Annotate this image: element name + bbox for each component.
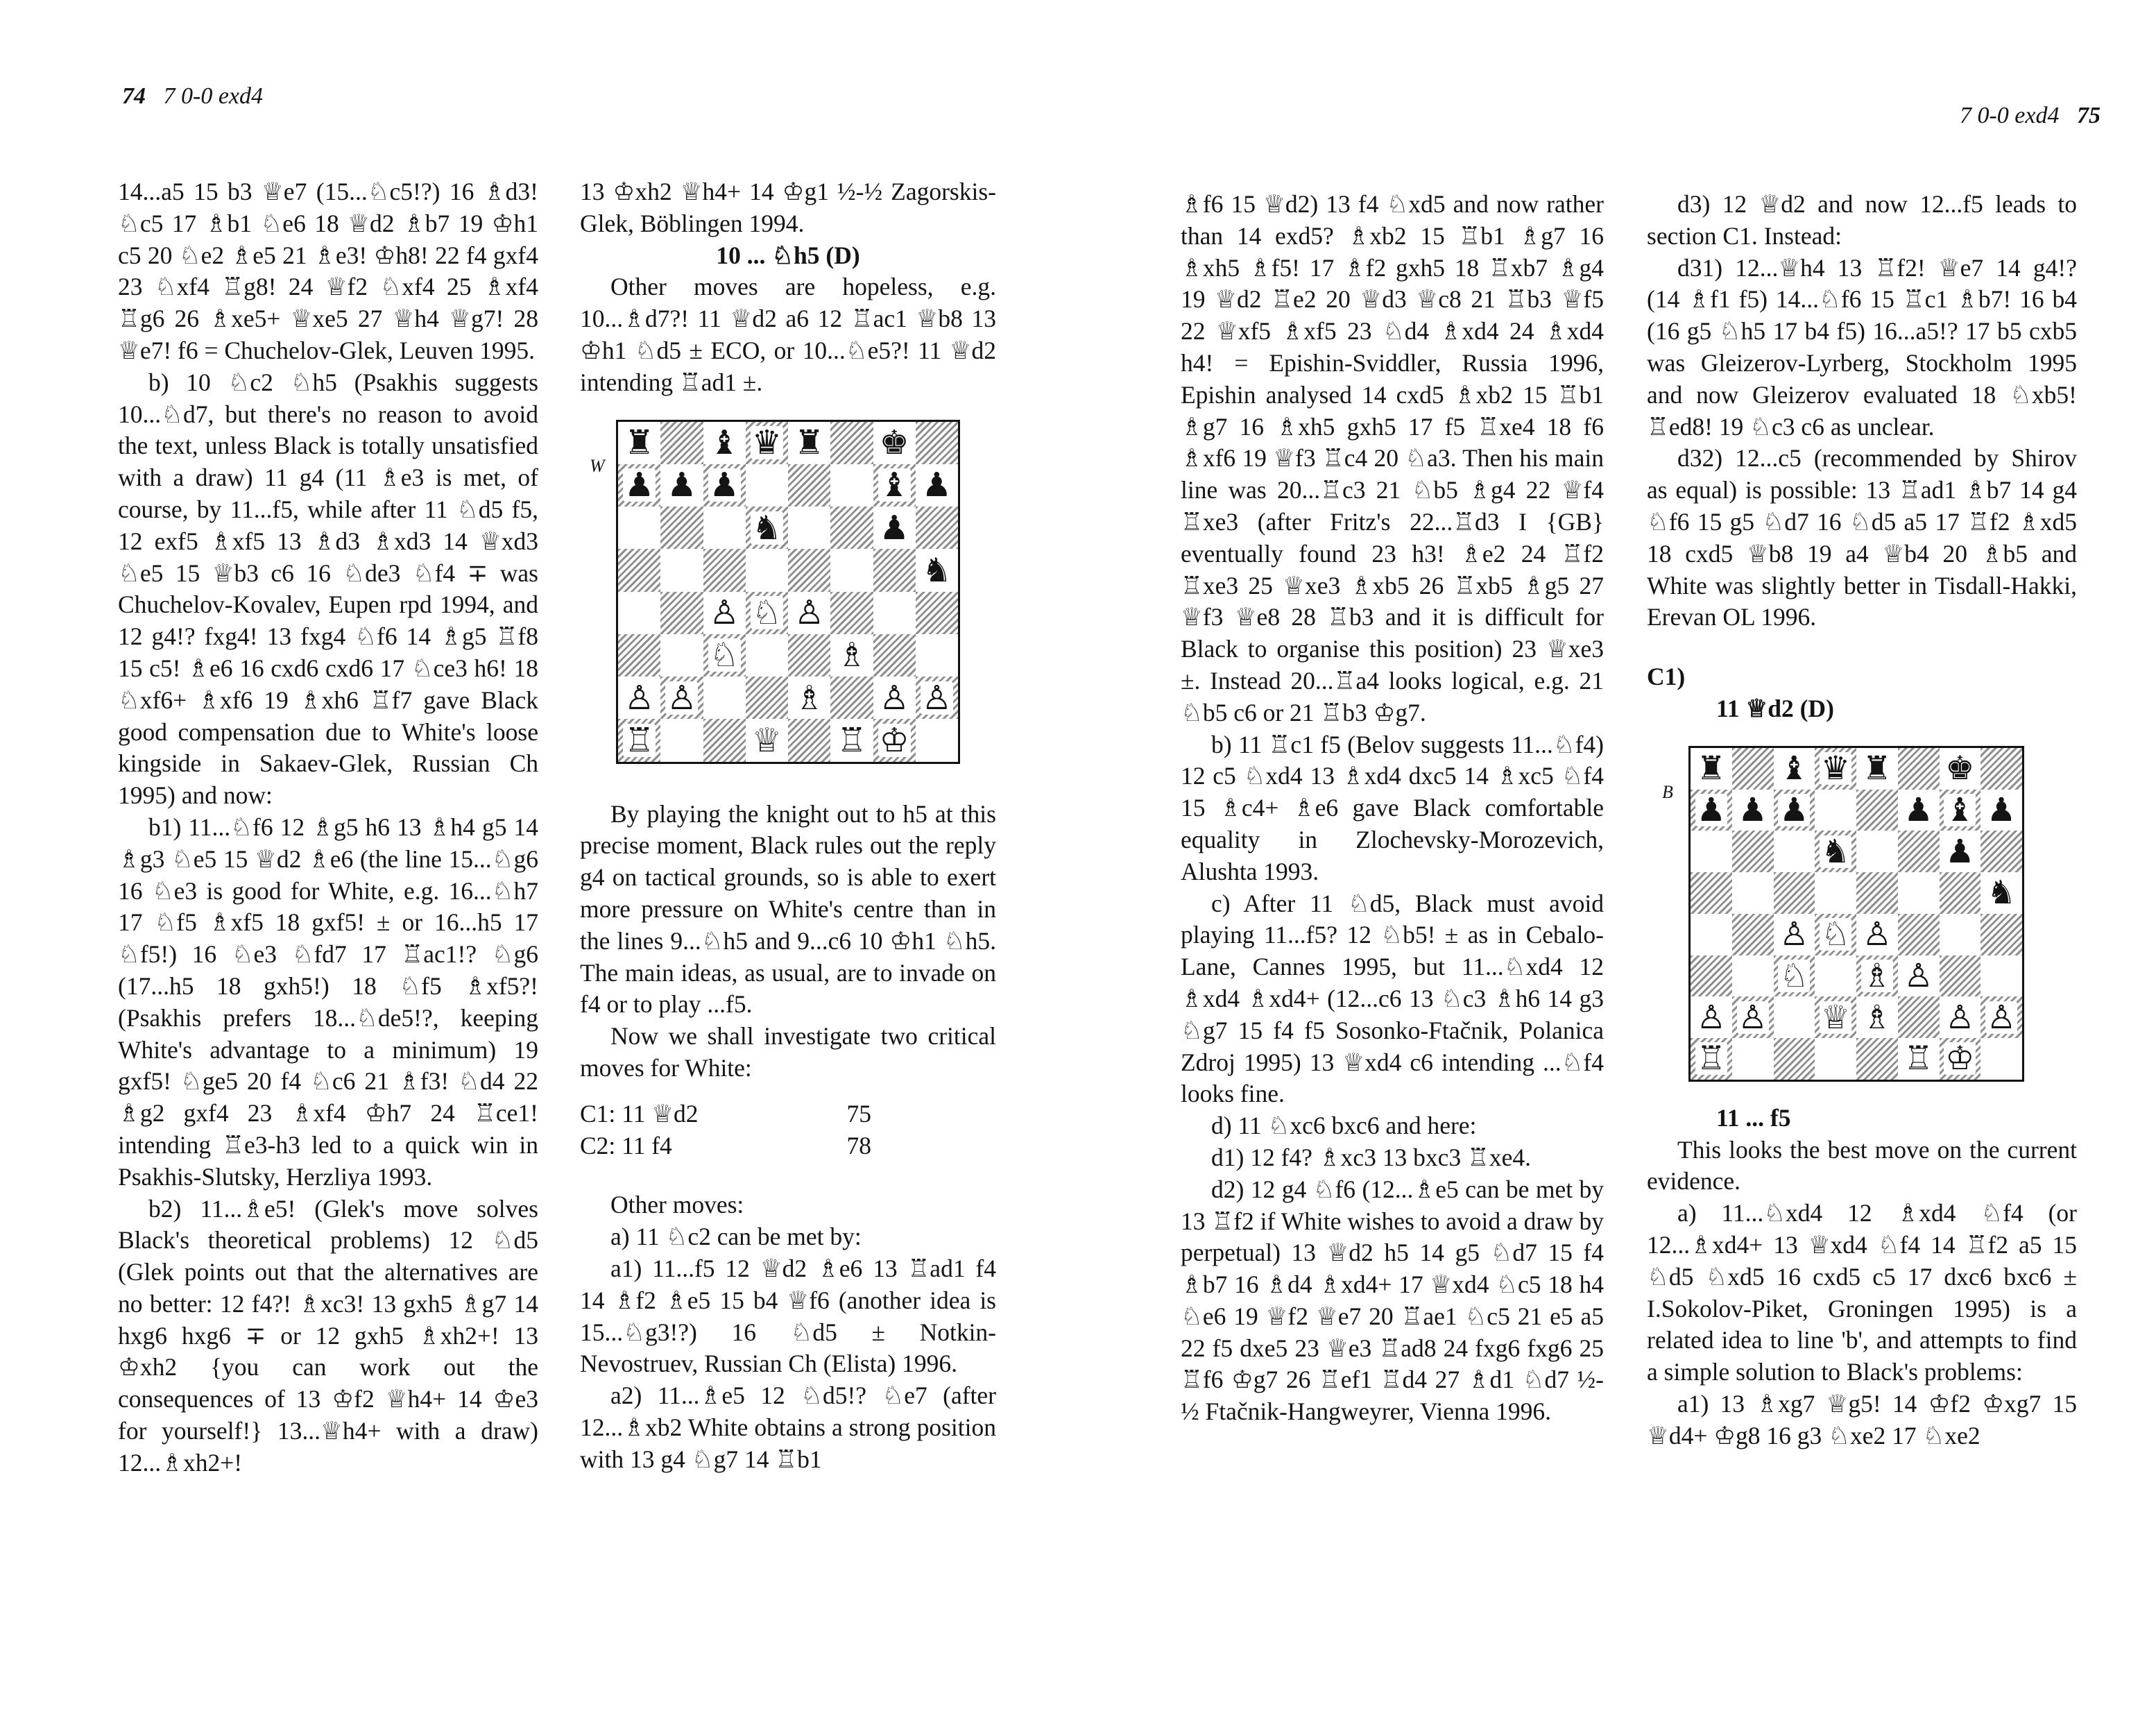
paragraph: b1) 11...♘f6 12 ♗g5 h6 13 ♗h4 g5 14 ♗g3 ♘e5 15 ♕d2 ♗e6 (the line 15...♘g6 16 ♘e3 is good for White, e.g. 16...♘h7 17 ♘f5 ♗xf5 18 gxf5! ± or 16...h5 17 ♘f5!) 16 ♘e3 ♘fd7 17 ♖ac1!? ♘g6 (17...h5 18 gxh5!) 18 ♘f5 ♗xf5?! (Psakhis prefers 18...♘de5!?, keeping White's advantage to a minimum) 19 gxf5! ♘ge5 20 f4 ♘c6 21 ♗f3! ♘d4 22 ♗g2 gxf4 23 ♗xf4 ♔h7 24 ♖ce1! intending ♖e3-h3 led to a quick win in Psakhis-Slutsky, Herzliya 1993.: [118, 813, 538, 1191]
column-2: [580, 176, 996, 1476]
board-square: [746, 464, 788, 507]
paragraph: a) 11 ♘c2 can be met by:: [610, 1223, 862, 1251]
board-square: [1691, 872, 1732, 914]
board-square: [1691, 1038, 1732, 1080]
white-pawn-icon: ♙: [624, 678, 655, 717]
page-number: 75: [2077, 103, 2101, 128]
white-king-icon: ♔: [879, 720, 909, 760]
white-pawn-icon: ♙: [1903, 956, 1933, 995]
board-square: [1774, 872, 1815, 914]
white-queen-icon: ♕: [1821, 998, 1851, 1037]
right-page: [1078, 0, 2156, 1709]
board-square: [1940, 831, 1981, 872]
board-square: [660, 592, 703, 634]
chess-board: [616, 420, 960, 764]
table-row-line: C1: 11 ♕d2: [580, 1099, 699, 1128]
black-pawn-icon: ♟: [921, 466, 952, 505]
board-square: [788, 592, 830, 634]
white-pawn-icon: ♙: [709, 593, 739, 633]
move-line: 11 ♕d2 (D): [1716, 694, 1834, 722]
board-square: [660, 719, 703, 761]
board-square: [1815, 831, 1856, 872]
move-index-table: [580, 1098, 996, 1162]
black-king-icon: ♚: [879, 423, 909, 463]
paragraph: b) 11 ♖c1 f5 (Belov suggests 11...♘f4) 12 c5 ♘xd4 13 ♗xd4 dxc5 14 ♗xc5 ♘f4 15 ♗c4+ ♗e6 gave Black comfortable equality in Zlochevsky-Morozevich, Alushta 1993.: [1181, 730, 1604, 885]
white-pawn-icon: ♙: [1696, 998, 1726, 1037]
paragraph: a1) 11...f5 12 ♕d2 ♗e6 13 ♖ad1 f4 14 ♗f2 ♗e5 15 b4 ♕f6 (another idea is 15...♘g3!?) 16 ♘d5 ± Notkin-Nevostruev, Russian Ch (Elista) 1996.: [580, 1254, 996, 1378]
running-header: [122, 83, 263, 110]
board-square: [618, 592, 660, 634]
board-square: [1898, 914, 1940, 955]
board-square: [873, 634, 916, 677]
board-square: [788, 464, 830, 507]
white-pawn-icon: ♙: [921, 678, 952, 717]
board-square: [1732, 955, 1774, 997]
board-square: [618, 464, 660, 507]
board-square: [1732, 748, 1774, 790]
board-square: [1732, 790, 1774, 831]
board-square: [1774, 996, 1815, 1038]
board-square: [1940, 914, 1981, 955]
white-knight-icon: ♘: [751, 593, 782, 633]
white-bishop-icon: ♗: [1862, 998, 1892, 1037]
board-square: [618, 507, 660, 549]
move-line: 10 ... ♘h5 (D): [716, 241, 860, 269]
board-square: [746, 634, 788, 677]
board-square: [703, 422, 746, 464]
board-square: [916, 422, 958, 464]
chess-diagram-2: [1662, 746, 2077, 1082]
board-square: [1856, 831, 1898, 872]
board-square: [1856, 1038, 1898, 1080]
board-square: [1980, 1038, 2022, 1080]
board-square: [873, 592, 916, 634]
black-rook-icon: ♜: [624, 423, 655, 463]
board-square: [830, 719, 873, 761]
black-bishop-icon: ♝: [709, 423, 739, 463]
board-square: [1980, 831, 2022, 872]
white-pawn-icon: ♙: [794, 593, 825, 633]
black-rook-icon: ♜: [1862, 749, 1892, 788]
board-square: [1898, 872, 1940, 914]
board-square: [1856, 790, 1898, 831]
black-knight-icon: ♞: [1987, 874, 2017, 912]
board-square: [660, 507, 703, 549]
board-square: [1774, 955, 1815, 997]
black-rook-icon: ♜: [1696, 749, 1726, 788]
board-square: [1898, 996, 1940, 1038]
running-title: 7 0-0 exd4: [1959, 103, 2060, 128]
board-square: [746, 507, 788, 549]
board-square: [1940, 1038, 1981, 1080]
black-pawn-icon: ♟: [624, 466, 655, 505]
running-header: [1960, 103, 2101, 129]
paragraph: By playing the knight out to h5 at this precise moment, Black rules out the reply g4 on tactical grounds, so is able to exert more pressure on White's centre than in the lines 9...♘h5 and 9...c6 10 ♔h1 ♘h5. The main ideas, as usual, are to invade on f4 or to play ...f5.: [580, 799, 996, 1019]
board-square: [1940, 790, 1981, 831]
board-square: [873, 677, 916, 719]
board-square: [1898, 831, 1940, 872]
board-square: [1774, 1038, 1815, 1080]
black-bishop-icon: ♝: [879, 466, 909, 505]
board-square: [1980, 748, 2022, 790]
paragraph: a1) 13 ♗xg7 ♕g5! 14 ♔f2 ♔xg7 15 ♕d4+ ♔g8 16 g3 ♘xe2 17 ♘xe2: [1647, 1389, 2077, 1449]
black-rook-icon: ♜: [794, 423, 825, 463]
board-square: [618, 422, 660, 464]
black-pawn-icon: ♟: [1987, 790, 2017, 829]
board-square: [1774, 790, 1815, 831]
board-square: [830, 634, 873, 677]
white-pawn-icon: ♙: [1779, 915, 1809, 954]
board-square: [1856, 748, 1898, 790]
board-square: [1940, 996, 1981, 1038]
board-square: [1898, 955, 1940, 997]
board-square: [788, 422, 830, 464]
board-square: [1940, 748, 1981, 790]
board-square: [1732, 872, 1774, 914]
white-pawn-icon: ♙: [1862, 915, 1892, 954]
paragraph: Other moves:: [610, 1191, 744, 1219]
board-square: [1980, 914, 2022, 955]
black-knight-icon: ♞: [751, 508, 782, 547]
paragraph: b2) 11...♗e5! (Glek's move solves Black's theoretical problems) 12 ♘d5 (Glek points out that the alternatives are no better: 12 f4?! ♗xc3! 13 gxh5 ♗g7 14 hxg6 hxg6 ∓ or 12 gxh5 ♗xh2+! 13 ♔xh2 {you can work out the consequences of 13 ♔f2 ♕h4+ 14 ♔e3 for yourself!} 13...♕h4+ with a draw) 12...♗xh2+!: [118, 1194, 538, 1477]
paragraph: b) 10 ♘c2 ♘h5 (Psakhis suggests 10...♘d7, but there's no reason to avoid the text, unless Black is totally unsatisfied with a draw) 11 g4 (11 ♗e3 is met, of course, by 11...f5, while after 11 ♘d5 f5, 12 exf5 ♗xf5 13 ♗d3 ♗xd3 14 ♕xd3 ♘e5 15 ♕b3 c6 16 ♘de3 ♘f4 ∓ was Chuchelov-Kovalev, Eupen rpd 1994, and 12 g4!? fxg4! 13 fxg4 ♘f6 14 ♗g5 ♖f8 15 c5! ♗e6 16 cxd6 cxd6 17 ♘ce3 h6! 18 ♘xf6+ ♗xf6 19 ♗xh6 ♖f7 gave Black good compensation due to White's loose kingside in Sakaev-Glek, Russian Ch 1995) and now:: [118, 368, 538, 810]
white-knight-icon: ♘: [1779, 956, 1809, 995]
board-square: [703, 507, 746, 549]
board-square: [618, 677, 660, 719]
table-row-page: 78: [846, 1131, 871, 1159]
white-bishop-icon: ♗: [794, 678, 825, 717]
black-pawn-icon: ♟: [709, 466, 739, 505]
board-square: [1732, 914, 1774, 955]
paragraph: 13 ♔xh2 ♕h4+ 14 ♔g1 ½-½ Zagorskis-Glek, Böblingen 1994.: [580, 178, 996, 237]
board-square: [1940, 955, 1981, 997]
paragraph: Other moves are hopeless, e.g. 10...♗d7?! 11 ♕d2 a6 12 ♖ac1 ♕b8 13 ♔h1 ♘d5 ± ECO, or 10...♘e5?! 11 ♕d2 intending ♖ad1 ±.: [580, 273, 996, 396]
board-square: [703, 677, 746, 719]
board-square: [1856, 996, 1898, 1038]
paragraph: d31) 12...♕h4 13 ♖f2! ♕e7 14 g4!? (14 ♗f1 f5) 14...♘f6 15 ♖c1 ♗b7! 16 b4 (16 g5 ♘h5 17 b4 f5) 16...a5!? 17 b5 cxb5 was Gleizerov-Lyrberg, Stockholm 1995 and now Gleizerov evaluated 18 ♘xb5! ♖ed8! 19 ♘c3 c6 as unclear.: [1647, 253, 2077, 441]
board-square: [1732, 996, 1774, 1038]
board-square: [703, 549, 746, 591]
paragraph: d32) 12...c5 (recommended by Shirov as equal) is possible: 13 ♖ad1 ♗b7 14 g4 ♘f6 15 g5 ♘d7 16 ♘d5 a5 17 ♖f2 ♗xd5 18 cxd5 ♕b8 19 a4 ♕b4 20 ♗b5 and White was slightly better in Tisdall-Hakki, Erevan OL 1996.: [1647, 444, 2077, 631]
board-square: [618, 634, 660, 677]
black-queen-icon: ♛: [1821, 749, 1851, 788]
black-pawn-icon: ♟: [879, 508, 909, 547]
board-square: [746, 592, 788, 634]
board-square: [873, 507, 916, 549]
board-square: [830, 677, 873, 719]
table-row-line: C2: 11 f4: [580, 1131, 672, 1159]
paragraph: d2) 12 g4 ♘f6 (12...♗e5 can be met by 13 ♖f2 if White wishes to avoid a draw by perpetual) 13 ♕d2 h5 14 g5 ♘d7 15 f4 ♗b7 16 ♗d4 ♗xd4+ 17 ♕xd4 ♘c5 18 h4 ♘e6 19 ♕f2 ♕e7 20 ♖ae1 ♘c5 21 e5 a5 22 f5 dxe5 23 ♕e3 ♖ad8 24 fxg6 fxg6 25 ♖f6 ♔g7 26 ♖ef1 ♖d4 27 ♗d1 ♘d7 ½-½ Ftačnik-Hangweyrer, Vienna 1996.: [1181, 1175, 1604, 1426]
board-square: [1732, 1038, 1774, 1080]
paragraph: d) 11 ♘xc6 bxc6 and here:: [1211, 1112, 1477, 1140]
board-square: [788, 634, 830, 677]
black-pawn-icon: ♟: [1779, 790, 1809, 829]
board-square: [746, 677, 788, 719]
move-line: 11 ... f5: [1716, 1103, 1791, 1132]
white-knight-icon: ♘: [1821, 915, 1851, 954]
board-square: [1898, 748, 1940, 790]
board-square: [1691, 914, 1732, 955]
board-square: [1856, 914, 1898, 955]
board-square: [830, 507, 873, 549]
board-square: [703, 592, 746, 634]
paragraph: d1) 12 f4? ♗xc3 13 bxc3 ♖xe4.: [1211, 1143, 1531, 1171]
board-square: [873, 464, 916, 507]
board-square: [830, 592, 873, 634]
section-heading: C1): [1647, 663, 1686, 691]
board-square: [660, 677, 703, 719]
board-square: [703, 464, 746, 507]
paragraph: c) After 11 ♘d5, Black must avoid playing 11...f5? 12 ♘b5! ± as in Cebalo-Lane, Cannes 1995, but 11...♘xd4 12 ♗xd4 ♗xd4+ (12...c6 13 ♘c3 ♗h6 14 g3 ♘g7 15 f4 f5 Sosonko-Ftačnik, Polanica Zdroj 1995) 13 ♕xd4 c6 intending ...♘f4 looks fine.: [1181, 889, 1604, 1108]
black-knight-icon: ♞: [921, 550, 952, 590]
board-square: [788, 677, 830, 719]
side-to-move-label: B: [1662, 781, 1673, 802]
black-bishop-icon: ♝: [1779, 749, 1809, 788]
black-pawn-icon: ♟: [1738, 790, 1768, 829]
board-square: [916, 634, 958, 677]
board-square: [1815, 1038, 1856, 1080]
white-queen-icon: ♕: [751, 720, 782, 760]
board-square: [660, 464, 703, 507]
board-square: [1815, 955, 1856, 997]
black-knight-icon: ♞: [1821, 832, 1851, 871]
black-bishop-icon: ♝: [1945, 790, 1975, 829]
board-square: [916, 464, 958, 507]
white-pawn-icon: ♙: [1945, 998, 1975, 1037]
board-square: [1691, 790, 1732, 831]
side-to-move-label: W: [590, 455, 605, 476]
paragraph: ♗f6 15 ♕d2) 13 f4 ♘xd5 and now rather than 14 exd5? ♗xb2 15 ♖b1 ♗g7 16 ♗xh5 ♗f5! 17 ♗f2 gxh5 18 ♖xb7 ♗g4 19 ♕d2 ♖e2 20 ♕d3 ♕c8 21 ♖b3 ♕f5 22 ♕xf5 ♗xf5 23 ♘d4 ♗xd4 24 ♗xd4 h4! = Epishin-Sviddler, Russia 1996, Epishin analysed 14 cxd5 ♗xb2 15 ♖b1 ♗g7 16 ♗xh5 gxh5 17 f5 ♖xe4 18 f6 ♗xf6 19 ♕f3 ♖c4 20 ♘a3. Then his main line was 20...♖c3 21 ♘b5 ♗g4 22 ♕f4 ♖xe3 (after Fritz's 22...♖d3 I {GB} eventually found 23 h3! ♗e2 24 ♖f2 ♖xe3 25 ♕xe3 ♗xb5 26 ♖xb5 ♗g5 27 ♕f3 ♕e8 28 ♖b3 and it is difficult for Black to organise this position) 23 ♕xe3 ±. Instead 20...♖a4 looks logical, e.g. 21 ♘b5 c6 or 21 ♖b3 ♔g7.: [1181, 190, 1604, 726]
board-square: [660, 422, 703, 464]
paragraph: Now we shall investigate two critical moves for White:: [580, 1022, 996, 1082]
board-square: [1898, 790, 1940, 831]
paragraph: a2) 11...♗e5 12 ♘d5!? ♘e7 (after 12...♗xb2 White obtains a strong position with 13 g4 ♘g7 14 ♖b1: [580, 1381, 996, 1473]
board-square: [746, 422, 788, 464]
board-square: [916, 677, 958, 719]
board-square: [1980, 872, 2022, 914]
white-rook-icon: ♖: [837, 720, 867, 760]
white-pawn-icon: ♙: [879, 678, 909, 717]
board-square: [916, 592, 958, 634]
board-square: [660, 634, 703, 677]
board-square: [618, 719, 660, 761]
black-king-icon: ♚: [1945, 749, 1975, 788]
board-square: [1774, 914, 1815, 955]
board-square: [873, 549, 916, 591]
board-square: [703, 634, 746, 677]
board-square: [1980, 955, 2022, 997]
table-row-page: 75: [846, 1099, 871, 1128]
black-queen-icon: ♛: [751, 423, 782, 463]
board-square: [830, 549, 873, 591]
page-number: 74: [122, 83, 146, 109]
white-rook-icon: ♖: [624, 720, 655, 760]
board-square: [746, 719, 788, 761]
board-square: [1815, 914, 1856, 955]
board-square: [618, 549, 660, 591]
running-title: 7 0-0 exd4: [163, 83, 264, 109]
board-square: [1898, 1038, 1940, 1080]
board-square: [1691, 955, 1732, 997]
board-square: [788, 507, 830, 549]
black-pawn-icon: ♟: [1696, 790, 1726, 829]
black-pawn-icon: ♟: [1903, 790, 1933, 829]
board-square: [660, 549, 703, 591]
paragraph: d3) 12 ♕d2 and now 12...f5 leads to section C1. Instead:: [1647, 190, 2077, 250]
board-square: [1774, 831, 1815, 872]
column-1: [118, 176, 538, 1479]
board-square: [1815, 996, 1856, 1038]
white-pawn-icon: ♙: [1987, 998, 2017, 1037]
board-square: [1815, 748, 1856, 790]
board-square: [1940, 872, 1981, 914]
white-bishop-icon: ♗: [1862, 956, 1892, 995]
chess-board: [1688, 746, 2024, 1082]
board-square: [788, 549, 830, 591]
chess-diagram-1: [590, 420, 996, 764]
column-3: [1181, 189, 1604, 1428]
black-pawn-icon: ♟: [1945, 832, 1975, 871]
board-square: [873, 422, 916, 464]
board-square: [1980, 996, 2022, 1038]
board-square: [1691, 831, 1732, 872]
paragraph: 14...a5 15 b3 ♕e7 (15...♘c5!?) 16 ♗d3! ♘c5 17 ♗b1 ♘e6 18 ♕d2 ♗b7 19 ♔h1 c5 20 ♘e2 ♗e5 21 ♗e3! ♔h8! 22 f4 gxf4 23 ♘xf4 ♖g8! 24 ♕f2 ♘xf4 25 ♗xf4 ♖g6 26 ♗xe5+ ♕xe5 27 ♕h4 ♕g7! 28 ♕e7! f6 = Chuchelov-Glek, Leuven 1995.: [118, 178, 538, 364]
paragraph: a) 11...♘xd4 12 ♗xd4 ♘f4 (or 12...♗xd4+ 13 ♕xd4 ♘f4 14 ♖f2 a5 15 ♘d5 ♘xd5 16 cxd5 c5 17 dxc6 bxc6 ± I.Sokolov-Piket, Groningen 1995) is a related idea to line 'b', and attempts to find a simple solution to Black's problems:: [1647, 1199, 2077, 1386]
board-square: [1980, 790, 2022, 831]
white-knight-icon: ♘: [709, 636, 739, 675]
board-square: [1732, 831, 1774, 872]
board-square: [916, 719, 958, 761]
column-4: [1647, 189, 2077, 1452]
board-square: [830, 464, 873, 507]
board-square: [746, 549, 788, 591]
board-square: [1691, 748, 1732, 790]
white-rook-icon: ♖: [1903, 1039, 1933, 1078]
black-pawn-icon: ♟: [667, 466, 697, 505]
board-square: [1815, 790, 1856, 831]
board-square: [916, 507, 958, 549]
board-square: [1856, 955, 1898, 997]
board-square: [1691, 996, 1732, 1038]
board-square: [1774, 748, 1815, 790]
board-square: [1856, 872, 1898, 914]
white-pawn-icon: ♙: [1738, 998, 1768, 1037]
paragraph: This looks the best move on the current evidence.: [1647, 1135, 2077, 1196]
white-rook-icon: ♖: [1696, 1039, 1726, 1078]
board-square: [788, 719, 830, 761]
board-square: [830, 422, 873, 464]
board-square: [1815, 872, 1856, 914]
board-square: [916, 549, 958, 591]
white-pawn-icon: ♙: [667, 678, 697, 717]
white-bishop-icon: ♗: [837, 636, 867, 675]
white-king-icon: ♔: [1945, 1039, 1975, 1078]
board-square: [873, 719, 916, 761]
board-square: [703, 719, 746, 761]
